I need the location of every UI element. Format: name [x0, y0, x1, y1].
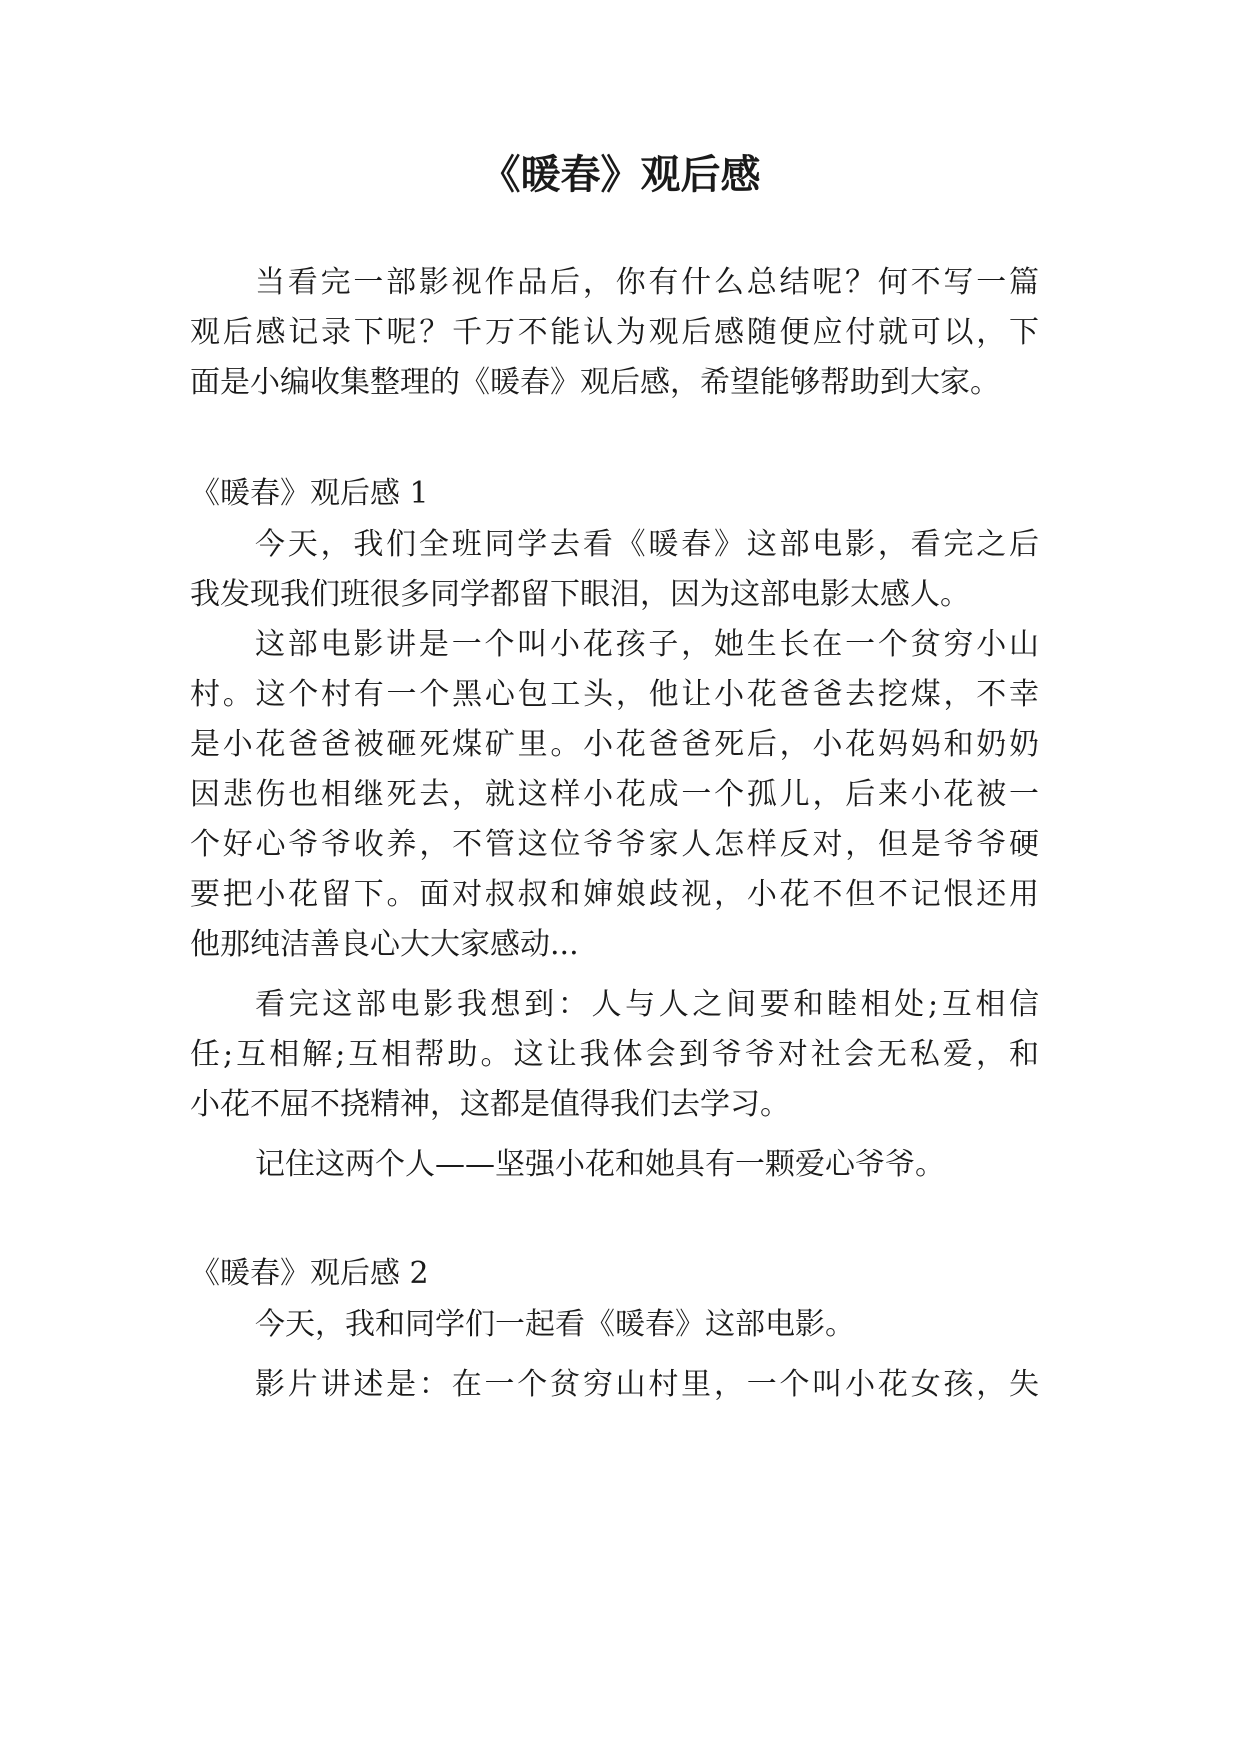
- intro-line: 观后感记录下呢？千万不能认为观后感随便应付就可以，下: [190, 315, 1039, 350]
- paragraph-line: 村。这个村有一个黑心包工头，他让小花爸爸去挖煤，不幸: [190, 677, 1039, 712]
- paragraph-line: 今天，我和同学们一起看《暖春》这部电影。: [255, 1307, 855, 1342]
- page-title: 《暖春》观后感: [480, 151, 761, 198]
- paragraph-line: 是小花爸爸被砸死煤矿里。小花爸爸死后，小花妈妈和奶奶: [190, 727, 1039, 762]
- paragraph-line: 影片讲述是：在一个贫穷山村里，一个叫小花女孩，失: [255, 1367, 1039, 1402]
- paragraph-line: 任;互相解;互相帮助。这让我体会到爷爷对社会无私爱，和: [190, 1037, 1039, 1072]
- paragraph-line: 他那纯洁善良心大大家感动...: [190, 927, 579, 962]
- paragraph-line: 我发现我们班很多同学都留下眼泪，因为这部电影太感人。: [190, 577, 970, 612]
- paragraph-line: 这部电影讲是一个叫小花孩子，她生长在一个贫穷小山: [255, 627, 1039, 662]
- paragraph-line: 个好心爷爷收养，不管这位爷爷家人怎样反对，但是爷爷硬: [190, 827, 1039, 862]
- paragraph-line: 要把小花留下。面对叔叔和婶娘歧视，小花不但不记恨还用: [190, 877, 1039, 912]
- intro-line: 当看完一部影视作品后，你有什么总结呢？何不写一篇: [255, 265, 1039, 300]
- paragraph-line: 记住这两个人——坚强小花和她具有一颗爱心爷爷。: [255, 1147, 945, 1182]
- paragraph-line: 小花不屈不挠精神，这都是值得我们去学习。: [190, 1087, 790, 1122]
- section-heading: 《暖春》观后感 2: [190, 1256, 429, 1291]
- paragraph-line: 今天，我们全班同学去看《暖春》这部电影，看完之后: [255, 527, 1039, 562]
- section-heading: 《暖春》观后感 1: [190, 476, 429, 511]
- paragraph-line: 因悲伤也相继死去，就这样小花成一个孤儿，后来小花被一: [190, 777, 1039, 812]
- intro-line: 面是小编收集整理的《暖春》观后感，希望能够帮助到大家。: [190, 365, 1000, 400]
- paragraph-line: 看完这部电影我想到：人与人之间要和睦相处;互相信: [255, 987, 1039, 1022]
